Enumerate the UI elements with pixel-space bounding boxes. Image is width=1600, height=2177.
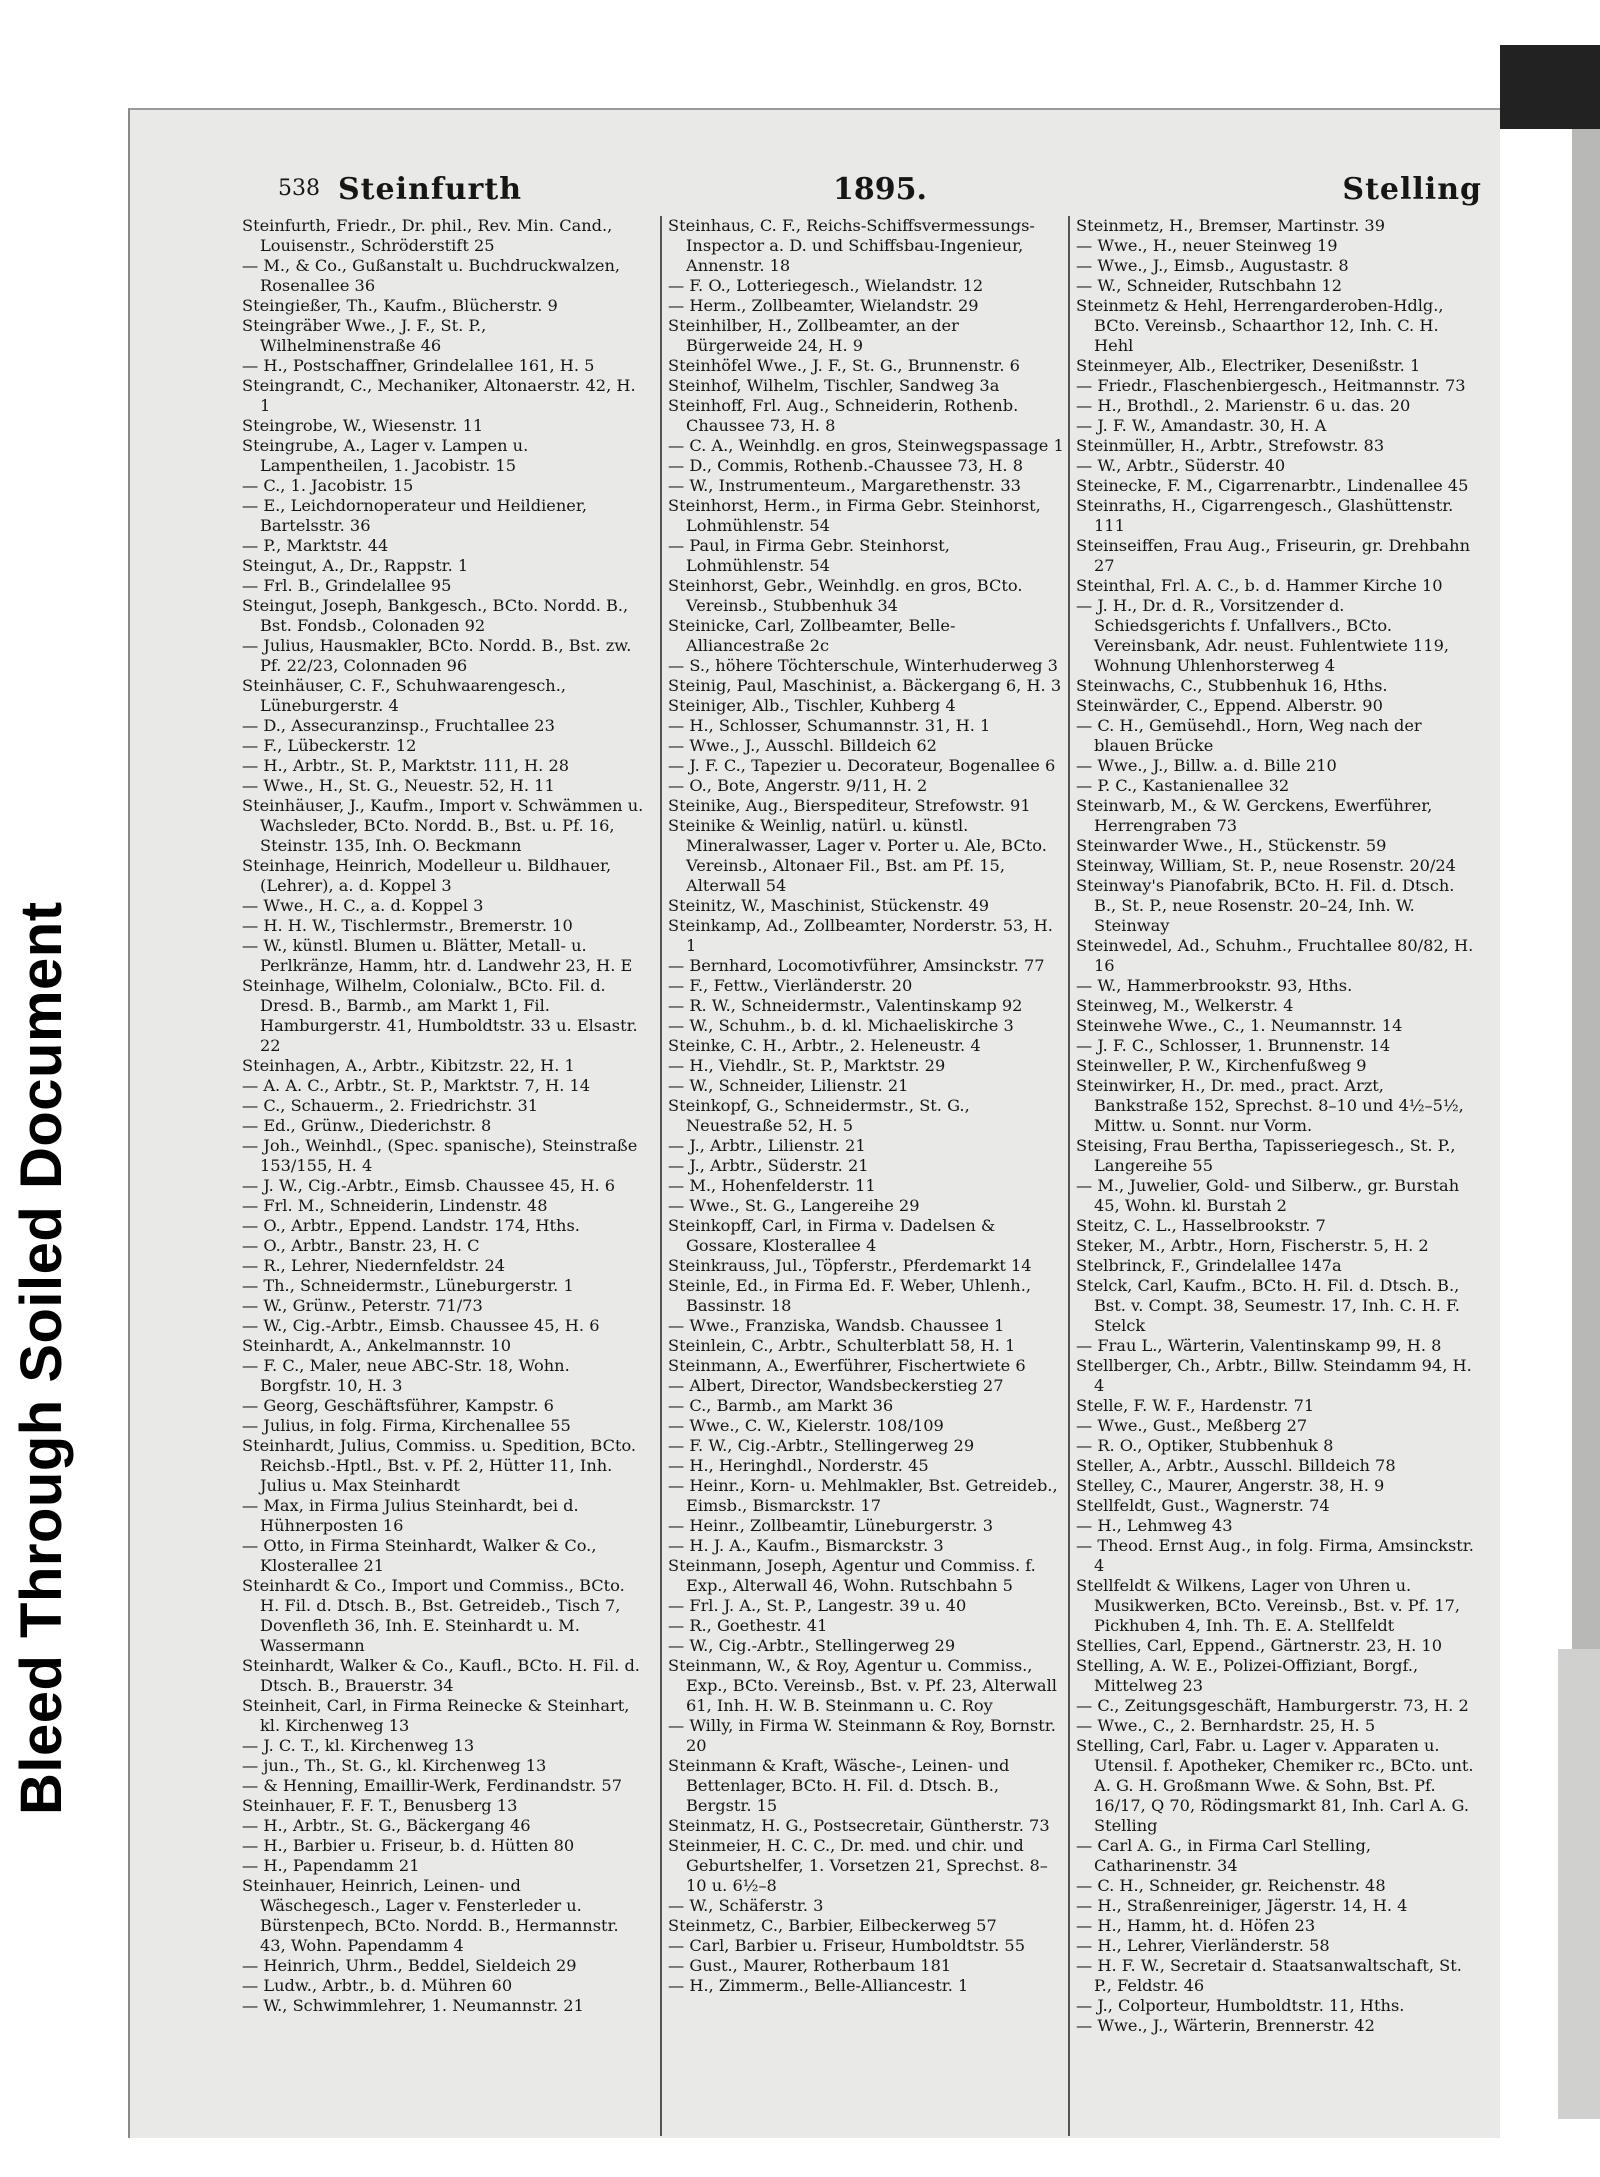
directory-entry: Steinhardt, Walker & Co., Kaufl., BCto. H. Fil. d. Dtsch. B., Brauerstr. 34: [242, 1656, 640, 1695]
directory-entry: — M., Juwelier, Gold- und Silberw., gr. Burstah 45, Wohn. kl. Burstah 2: [1076, 1176, 1460, 1215]
directory-entry: Steinmann, A., Ewerführer, Fischertwiete 6: [668, 1356, 1026, 1375]
directory-entry: Steinkrauss, Jul., Töpferstr., Pferdemarkt 14: [668, 1256, 1032, 1275]
directory-entry: — Friedr., Flaschenbiergesch., Heitmannstr. 73: [1076, 376, 1466, 395]
directory-entry: Steinkopf, G., Schneidermstr., St. G., Neuestraße 52, H. 5: [668, 1096, 970, 1135]
directory-entry: Steingut, Joseph, Bankgesch., BCto. Nordd. B., Bst. Fondsb., Colonaden 92: [242, 596, 629, 635]
directory-entry: — R. W., Schneidermstr., Valentinskamp 92: [668, 996, 1023, 1015]
directory-entry: — S., höhere Töchterschule, Winterhuderweg 3: [668, 656, 1058, 675]
directory-entry: Steinhoff, Frl. Aug., Schneiderin, Rothenb. Chaussee 73, H. 8: [668, 396, 1019, 435]
directory-entry: — H., Hamm, ht. d. Höfen 23: [1076, 1916, 1316, 1935]
directory-entry: Steinhage, Heinrich, Modelleur u. Bildhauer, (Lehrer), a. d. Koppel 3: [242, 856, 612, 895]
directory-entry: — Wwe., J., Billw. a. d. Bille 210: [1076, 756, 1337, 775]
directory-entry: — Joh., Weinhdl., (Spec. spanische), Steinstraße 153/155, H. 4: [242, 1136, 638, 1175]
directory-entry: — Wwe., J., Ausschl. Billdeich 62: [668, 736, 937, 755]
directory-entry: Steinmeier, H. C. C., Dr. med. und chir. und Geburtshelfer, 1. Vorsetzen 21, Sprechst. 8–10 u. 6½–8: [668, 1836, 1048, 1895]
directory-entry: Steinweller, P. W., Kirchenfußweg 9: [1076, 1056, 1367, 1075]
directory-entry: — Albert, Director, Wandsbeckerstieg 27: [668, 1376, 1004, 1395]
directory-entry: — Frau L., Wärterin, Valentinskamp 99, H. 8: [1076, 1336, 1442, 1355]
directory-entry: Steinwärder, C., Eppend. Alberstr. 90: [1076, 696, 1383, 715]
directory-columns: [242, 216, 1474, 2136]
directory-entry: Stellfeldt, Gust., Wagnerstr. 74: [1076, 1496, 1330, 1515]
directory-entry: Steker, M., Arbtr., Horn, Fischerstr. 5, H. 2: [1076, 1236, 1429, 1255]
directory-entry: — Theod. Ernst Aug., in folg. Firma, Amsinckstr. 4: [1076, 1536, 1474, 1575]
directory-entry: — W., Schneider, Lilienstr. 21: [668, 1076, 909, 1095]
scan-side-shadow: [1572, 129, 1600, 1649]
directory-entry: — H., Arbtr., St. P., Marktstr. 111, H. 28: [242, 756, 570, 775]
column-1: [242, 216, 646, 2136]
directory-entry: — F., Fettw., Vierländerstr. 20: [668, 976, 913, 995]
directory-entry: — Carl A. G., in Firma Carl Stelling, Catharinenstr. 34: [1076, 1836, 1371, 1875]
directory-entry: — H., Lehmweg 43: [1076, 1516, 1233, 1535]
directory-entry: Steinkopff, Carl, in Firma v. Dadelsen & Gossare, Klosterallee 4: [668, 1216, 996, 1255]
directory-entry: — F., Lübeckerstr. 12: [242, 736, 417, 755]
directory-entry: Steitz, C. L., Hasselbrookstr. 7: [1076, 1216, 1326, 1235]
directory-entry: Steinike & Weinlig, natürl. u. künstl. Mineralwasser, Lager v. Porter u. Ale, BCto. Vereinsb., Altonaer Fil., Bst. am Pf. 15, Alterwall 54: [668, 816, 1047, 895]
directory-entry: — F. W., Cig.-Arbtr., Stellingerweg 29: [668, 1436, 975, 1455]
directory-entry: — J., Arbtr., Lilienstr. 21: [668, 1136, 866, 1155]
directory-entry: — Bernhard, Locomotivführer, Amsinckstr. 77: [668, 956, 1045, 975]
directory-entry: Stelling, Carl, Fabr. u. Lager v. Apparaten u. Utensil. f. Apotheker, Chemiker rc., BCto. unt. A. G. H. Großmann Wwe. & Sohn, Bst. Pf. 16/17, Q 70, Rödingsmarkt 81, Inh. Carl A. G. Stelling: [1076, 1736, 1474, 1835]
directory-entry: — H., Barbier u. Friseur, b. d. Hütten 80: [242, 1836, 575, 1855]
directory-entry: — J. F. W., Amandastr. 30, H. A: [1076, 416, 1327, 435]
directory-entry: — C., 1. Jacobistr. 15: [242, 476, 414, 495]
directory-entry: — O., Bote, Angerstr. 9/11, H. 2: [668, 776, 928, 795]
directory-entry: Stellies, Carl, Eppend., Gärtnerstr. 23, H. 10: [1076, 1636, 1442, 1655]
directory-entry: — H. F. W., Secretair d. Staatsanwaltschaft, St. P., Feldstr. 46: [1076, 1956, 1462, 1995]
directory-entry: — Willy, in Firma W. Steinmann & Roy, Bornstr. 20: [668, 1716, 1056, 1755]
directory-entry: Steinmetz & Hehl, Herrengarderoben-Hdlg., BCto. Vereinsb., Schaarthor 12, Inh. C. H. Hehl: [1076, 296, 1444, 355]
directory-entry: — O., Arbtr., Eppend. Landstr. 174, Hths.: [242, 1216, 580, 1235]
directory-entry: — F. C., Maler, neue ABC-Str. 18, Wohn. Borgfstr. 10, H. 3: [242, 1356, 570, 1395]
directory-entry: — C., Barmb., am Markt 36: [668, 1396, 894, 1415]
left-keyword: Steinfurth: [338, 172, 523, 207]
directory-entry: — jun., Th., St. G., kl. Kirchenweg 13: [242, 1756, 547, 1775]
directory-entry: Stelley, C., Maurer, Angerstr. 38, H. 9: [1076, 1476, 1385, 1495]
directory-entry: — F. O., Lotteriegesch., Wielandstr. 12: [668, 276, 984, 295]
directory-entry: Steinmann, Joseph, Agentur und Commiss. f. Exp., Alterwall 46, Wohn. Rutschbahn 5: [668, 1556, 1036, 1595]
directory-entry: Stelle, F. W. F., Hardenstr. 71: [1076, 1396, 1315, 1415]
directory-entry: — C. A., Weinhdlg. en gros, Steinwegspassage 1: [668, 436, 1064, 455]
page-header: [278, 172, 1482, 212]
page-year: 1895.: [833, 172, 927, 207]
directory-entry: Steinway, William, St. P., neue Rosenstr. 20/24: [1076, 856, 1456, 875]
directory-entry: — Heinr., Korn- u. Mehlmakler, Bst. Getreideb., Eimsb., Bismarckstr. 17: [668, 1476, 1058, 1515]
directory-entry: — H. H. W., Tischlermstr., Bremerstr. 10: [242, 916, 573, 935]
directory-entry: Steller, A., Arbtr., Ausschl. Billdeich 78: [1076, 1456, 1396, 1475]
directory-entry: — J. F. C., Schlosser, 1. Brunnenstr. 14: [1076, 1036, 1391, 1055]
scan-dark-margin: [1500, 45, 1600, 129]
directory-entry: — Frl. J. A., St. P., Langestr. 39 u. 40: [668, 1596, 967, 1615]
directory-entry: Steinhage, Wilhelm, Colonialw., BCto. Fil. d. Dresd. B., Barmb., am Markt 1, Fil. Hamburgerstr. 41, Humboldtstr. 33 u. Elsastr. 22: [242, 976, 638, 1055]
directory-entry: — R., Goethestr. 41: [668, 1616, 828, 1635]
directory-entry: Steinhöfel Wwe., J. F., St. G., Brunnenstr. 6: [668, 356, 1020, 375]
directory-entry: — J. C. T., kl. Kirchenweg 13: [242, 1736, 475, 1755]
directory-entry: Steinig, Paul, Maschinist, a. Bäckergang 6, H. 3: [668, 676, 1062, 695]
directory-entry: — Ed., Grünw., Diederichstr. 8: [242, 1116, 492, 1135]
directory-entry: Steinway's Pianofabrik, BCto. H. Fil. d. Dtsch. B., St. P., neue Rosenstr. 20–24, Inh. W. Steinway: [1076, 876, 1455, 935]
directory-entry: — Paul, in Firma Gebr. Steinhorst, Lohmühlenstr. 54: [668, 536, 950, 575]
directory-entry: — W., Grünw., Peterstr. 71/73: [242, 1296, 483, 1315]
directory-entry: — C., Schauerm., 2. Friedrichstr. 31: [242, 1096, 539, 1115]
directory-entry: — Julius, in folg. Firma, Kirchenallee 55: [242, 1416, 571, 1435]
directory-entry: — H., Viehdlr., St. P., Marktstr. 29: [668, 1056, 946, 1075]
directory-entry: Stelbrinck, F., Grindelallee 147a: [1076, 1256, 1342, 1275]
directory-entry: — Wwe., H., St. G., Neuestr. 52, H. 11: [242, 776, 555, 795]
directory-entry: — D., Commis, Rothenb.-Chaussee 73, H. 8: [668, 456, 1024, 475]
directory-entry: — Wwe., H. C., a. d. Koppel 3: [242, 896, 484, 915]
directory-entry: — M., Hohenfelderstr. 11: [668, 1176, 876, 1195]
directory-entry: — P. C., Kastanienallee 32: [1076, 776, 1290, 795]
directory-entry: Steinhilber, H., Zollbeamter, an der Bürgerweide 24, H. 9: [668, 316, 959, 355]
directory-entry: Steising, Frau Bertha, Tapisseriegesch., St. P., Langereihe 55: [1076, 1136, 1456, 1175]
directory-entry: Stelck, Carl, Kaufm., BCto. H. Fil. d. Dtsch. B., Bst. v. Compt. 38, Seumestr. 17, Inh. C. H. F. Stelck: [1076, 1276, 1460, 1335]
directory-entry: — Heinrich, Uhrm., Beddel, Sieldeich 29: [242, 1956, 577, 1975]
directory-entry: — W., Hammerbrookstr. 93, Hths.: [1076, 976, 1353, 995]
directory-page: [128, 108, 1500, 2138]
directory-entry: — Wwe., J., Eimsb., Augustastr. 8: [1076, 256, 1349, 275]
directory-entry: Steinmann & Kraft, Wäsche-, Leinen- und Bettenlager, BCto. H. Fil. d. Dtsch. B., Bergstr. 15: [668, 1756, 1010, 1815]
directory-entry: Steingut, A., Dr., Rappstr. 1: [242, 556, 469, 575]
directory-entry: Steinwachs, C., Stubbenhuk 16, Hths.: [1076, 676, 1388, 695]
directory-entry: — Ludw., Arbtr., b. d. Mühren 60: [242, 1976, 513, 1995]
directory-entry: — Max, in Firma Julius Steinhardt, bei d. Hühnerposten 16: [242, 1496, 579, 1535]
directory-entry: Steinhauer, Heinrich, Leinen- und Wäschegesch., Lager v. Fensterleder u. Bürstenpech, BCto. Nordd. B., Hermannstr. 43, Wohn. Papendamm 4: [242, 1876, 619, 1955]
directory-entry: Steinmetz, H., Bremser, Martinstr. 39: [1076, 216, 1386, 235]
directory-entry: — Otto, in Firma Steinhardt, Walker & Co., Klosterallee 21: [242, 1536, 597, 1575]
directory-entry: Steiniger, Alb., Tischler, Kuhberg 4: [668, 696, 956, 715]
directory-entry: — C. H., Schneider, gr. Reichenstr. 48: [1076, 1876, 1386, 1895]
directory-entry: — W., Cig.-Arbtr., Stellingerweg 29: [668, 1636, 956, 1655]
directory-entry: Steingräber Wwe., J. F., St. P., Wilhelminenstraße 46: [242, 316, 487, 355]
directory-entry: — & Henning, Emaillir-Werk, Ferdinandstr. 57: [242, 1776, 622, 1795]
directory-entry: Steinmeyer, Alb., Electriker, Desenißstr. 1: [1076, 356, 1421, 375]
page-number: 538: [278, 176, 320, 201]
directory-entry: Steinwarb, M., & W. Gerckens, Ewerführer, Herrengraben 73: [1076, 796, 1433, 835]
directory-entry: Steinwedel, Ad., Schuhm., Fruchtallee 80/82, H. 16: [1076, 936, 1474, 975]
directory-entry: — W., Schwimmlehrer, 1. Neumannstr. 21: [242, 1996, 584, 2015]
directory-entry: — Wwe., C., 2. Bernhardstr. 25, H. 5: [1076, 1716, 1376, 1735]
directory-entry: — Th., Schneidermstr., Lüneburgerstr. 1: [242, 1276, 574, 1295]
directory-entry: Steinhorst, Gebr., Weinhdlg. en gros, BCto. Vereinsb., Stubbenhuk 34: [668, 576, 1023, 615]
directory-entry: — Julius, Hausmakler, BCto. Nordd. B., Bst. zw. Pf. 22/23, Colonnaden 96: [242, 636, 632, 675]
directory-entry: — C. H., Gemüsehdl., Horn, Weg nach der blauen Brücke: [1076, 716, 1422, 755]
directory-entry: — Georg, Geschäftsführer, Kampstr. 6: [242, 1396, 554, 1415]
directory-entry: — Frl. M., Schneiderin, Lindenstr. 48: [242, 1196, 548, 1215]
directory-entry: Steinmatz, H. G., Postsecretair, Güntherstr. 73: [668, 1816, 1050, 1835]
directory-entry: — P., Marktstr. 44: [242, 536, 389, 555]
column-2: [660, 216, 1066, 2136]
directory-entry: — Wwe., Franziska, Wandsb. Chaussee 1: [668, 1316, 1005, 1335]
directory-entry: — H., Arbtr., St. G., Bäckergang 46: [242, 1816, 531, 1835]
right-keyword: Stelling: [1342, 172, 1482, 207]
directory-entry: Stellfeldt & Wilkens, Lager von Uhren u. Musikwerken, BCto. Vereinsb., Bst. v. Pf. 17, Pickhuben 4, Inh. Th. E. A. Stellfeldt: [1076, 1576, 1461, 1635]
directory-entry: Steinhäuser, J., Kaufm., Import v. Schwämmen u. Wachsleder, BCto. Nordd. B., Bst. u. Pf. 16, Steinstr. 135, Inh. O. Beckmann: [242, 796, 644, 855]
directory-entry: Steinweg, M., Welkerstr. 4: [1076, 996, 1294, 1015]
directory-entry: Steinwehe Wwe., C., 1. Neumannstr. 14: [1076, 1016, 1403, 1035]
directory-entry: — H., Papendamm 21: [242, 1856, 420, 1875]
directory-entry: Steinhaus, C. F., Reichs-Schiffsvermessungs-Inspector a. D. und Schiffsbau-Ingenieur, Annenstr. 18: [668, 216, 1035, 275]
scan-right-edge: [1500, 45, 1600, 2177]
directory-entry: — W., künstl. Blumen u. Blätter, Metall- u. Perlkränze, Hamm, htr. d. Landwehr 23, H. E: [242, 936, 633, 975]
directory-entry: Steinicke, Carl, Zollbeamter, Belle-Alliancestraße 2c: [668, 616, 956, 655]
directory-entry: — J. H., Dr. d. R., Vorsitzender d. Schiedsgerichts f. Unfallvers., BCto. Vereinsbank, Adr. neust. Fuhlentwiete 119, Wohnung Uhlenhorsterweg 4: [1076, 596, 1450, 675]
directory-entry: Steingrandt, C., Mechaniker, Altonaerstr. 42, H. 1: [242, 376, 636, 415]
directory-entry: — Wwe., H., neuer Steinweg 19: [1076, 236, 1338, 255]
directory-entry: Steinitz, W., Maschinist, Stückenstr. 49: [668, 896, 989, 915]
directory-entry: Steinmetz, C., Barbier, Eilbeckerweg 57: [668, 1916, 997, 1935]
directory-entry: — H., Schlosser, Schumannstr. 31, H. 1: [668, 716, 991, 735]
directory-entry: — H., Postschaffner, Grindelallee 161, H. 5: [242, 356, 595, 375]
directory-entry: Steinecke, F. M., Cigarrenarbtr., Lindenallee 45: [1076, 476, 1469, 495]
directory-entry: — C., Zeitungsgeschäft, Hamburgerstr. 73, H. 2: [1076, 1696, 1469, 1715]
directory-entry: Steinle, Ed., in Firma Ed. F. Weber, Uhlenh., Bassinstr. 18: [668, 1276, 1032, 1315]
directory-entry: — E., Leichdornoperateur und Heildiener, Bartelsstr. 36: [242, 496, 587, 535]
directory-entry: Steinwarder Wwe., H., Stückenstr. 59: [1076, 836, 1387, 855]
scan-bottom-shadow: [1558, 1649, 1600, 2119]
directory-entry: Steinheit, Carl, in Firma Reinecke & Steinhart, kl. Kirchenweg 13: [242, 1696, 630, 1735]
directory-entry: Steingießer, Th., Kaufm., Blücherstr. 9: [242, 296, 558, 315]
directory-entry: Steinmann, W., & Roy, Agentur u. Commiss., Exp., BCto. Vereinsb., Bst. v. Pf. 23, Alterwall 61, Inh. H. W. B. Steinmann u. C. Roy: [668, 1656, 1057, 1715]
directory-entry: — W., Schneider, Rutschbahn 12: [1076, 276, 1343, 295]
directory-entry: — H., Lehrer, Vierländerstr. 58: [1076, 1936, 1330, 1955]
directory-entry: Steinkamp, Ad., Zollbeamter, Norderstr. 53, H. 1: [668, 916, 1053, 955]
directory-entry: — H., Brothdl., 2. Marienstr. 6 u. das. 20: [1076, 396, 1411, 415]
directory-entry: Steinhof, Wilhelm, Tischler, Sandweg 3a: [668, 376, 1000, 395]
directory-entry: — Wwe., C. W., Kielerstr. 108/109: [668, 1416, 944, 1435]
directory-entry: — Heinr., Zollbeamtir, Lüneburgerstr. 3: [668, 1516, 993, 1535]
directory-entry: — Wwe., St. G., Langereihe 29: [668, 1196, 920, 1215]
bleed-through-text: Bleed Through Soiled Document: [9, 901, 74, 1815]
directory-entry: — W., Schuhm., b. d. kl. Michaeliskirche 3: [668, 1016, 1014, 1035]
directory-entry: — J. W., Cig.-Arbtr., Eimsb. Chaussee 45, H. 6: [242, 1176, 616, 1195]
directory-entry: — J., Colporteur, Humboldtstr. 11, Hths.: [1076, 1996, 1405, 2015]
directory-entry: — H., Straßenreiniger, Jägerstr. 14, H. 4: [1076, 1896, 1408, 1915]
directory-entry: Stellberger, Ch., Arbtr., Billw. Steindamm 94, H. 4: [1076, 1356, 1472, 1395]
directory-entry: Steinwirker, H., Dr. med., pract. Arzt, Bankstraße 152, Sprechst. 8–10 und 4½–5½, Mittw. u. Sonnt. nur Vorm.: [1076, 1076, 1464, 1135]
directory-entry: — Carl, Barbier u. Friseur, Humboldtstr. 55: [668, 1936, 1025, 1955]
directory-entry: Steinhagen, A., Arbtr., Kibitzstr. 22, H. 1: [242, 1056, 575, 1075]
directory-entry: — M., & Co., Gußanstalt u. Buchdruckwalzen, Rosenallee 36: [242, 256, 621, 295]
directory-entry: Steingrube, A., Lager v. Lampen u. Lampentheilen, 1. Jacobistr. 15: [242, 436, 529, 475]
directory-entry: Steinhardt, A., Ankelmannstr. 10: [242, 1336, 512, 1355]
directory-entry: Steinke, C. H., Arbtr., 2. Heleneustr. 4: [668, 1036, 981, 1055]
directory-entry: — J. F. C., Tapezier u. Decorateur, Bogenallee 6: [668, 756, 1056, 775]
directory-entry: Steinhorst, Herm., in Firma Gebr. Steinhorst, Lohmühlenstr. 54: [668, 496, 1041, 535]
directory-entry: Stelling, A. W. E., Polizei-Offiziant, Borgf., Mittelweg 23: [1076, 1656, 1419, 1695]
directory-entry: Steinseiffen, Frau Aug., Friseurin, gr. Drehbahn 27: [1076, 536, 1471, 575]
directory-entry: — W., Cig.-Arbtr., Eimsb. Chaussee 45, H. 6: [242, 1316, 600, 1335]
directory-entry: Steinlein, C., Arbtr., Schulterblatt 58, H. 1: [668, 1336, 1016, 1355]
directory-entry: — Wwe., J., Wärterin, Brennerstr. 42: [1076, 2016, 1375, 2035]
directory-entry: — Gust., Maurer, Rotherbaum 181: [668, 1956, 952, 1975]
directory-entry: — H. J. A., Kaufm., Bismarckstr. 3: [668, 1536, 944, 1555]
directory-entry: — W., Schäferstr. 3: [668, 1896, 824, 1915]
directory-entry: — Herm., Zollbeamter, Wielandstr. 29: [668, 296, 979, 315]
directory-entry: — Wwe., Gust., Meßberg 27: [1076, 1416, 1308, 1435]
column-3: [1068, 216, 1474, 2136]
directory-entry: — H., Heringhdl., Norderstr. 45: [668, 1456, 929, 1475]
directory-entry: — Frl. B., Grindelallee 95: [242, 576, 452, 595]
directory-entry: — W., Instrumenteum., Margarethenstr. 33: [668, 476, 1021, 495]
directory-entry: Steinhardt & Co., Import und Commiss., BCto. H. Fil. d. Dtsch. B., Bst. Getreideb., Tisch 7, Dovenfleth 36, Inh. E. Steinhardt u. M. Wassermann: [242, 1576, 625, 1655]
directory-entry: Steinhäuser, C. F., Schuhwaarengesch., Lüneburgerstr. 4: [242, 676, 567, 715]
directory-entry: — W., Arbtr., Süderstr. 40: [1076, 456, 1286, 475]
directory-entry: — D., Assecuranzinsp., Fruchtallee 23: [242, 716, 555, 735]
directory-entry: — R., Lehrer, Niedernfeldstr. 24: [242, 1256, 506, 1275]
directory-entry: — H., Zimmerm., Belle-Alliancestr. 1: [668, 1976, 969, 1995]
directory-entry: — O., Arbtr., Banstr. 23, H. C: [242, 1236, 480, 1255]
directory-entry: — J., Arbtr., Süderstr. 21: [668, 1156, 869, 1175]
directory-entry: Steinhauer, F. F. T., Benusberg 13: [242, 1796, 518, 1815]
directory-entry: Steinike, Aug., Bierspediteur, Strefowstr. 91: [668, 796, 1031, 815]
directory-entry: Steinhardt, Julius, Commiss. u. Spedition, BCto. Reichsb.-Hptl., Bst. v. Pf. 2, Hütter 11, Inh. Julius u. Max Steinhardt: [242, 1436, 637, 1495]
directory-entry: Steingrobe, W., Wiesenstr. 11: [242, 416, 484, 435]
directory-entry: Steinmüller, H., Arbtr., Strefowstr. 83: [1076, 436, 1385, 455]
directory-entry: Steinraths, H., Cigarrengesch., Glashüttenstr. 111: [1076, 496, 1454, 535]
directory-entry: — A. A. C., Arbtr., St. P., Marktstr. 7, H. 14: [242, 1076, 591, 1095]
directory-entry: Steinthal, Frl. A. C., b. d. Hammer Kirche 10: [1076, 576, 1443, 595]
directory-entry: Steinfurth, Friedr., Dr. phil., Rev. Min. Cand., Louisenstr., Schröderstift 25: [242, 216, 613, 255]
directory-entry: — R. O., Optiker, Stubbenhuk 8: [1076, 1436, 1334, 1455]
